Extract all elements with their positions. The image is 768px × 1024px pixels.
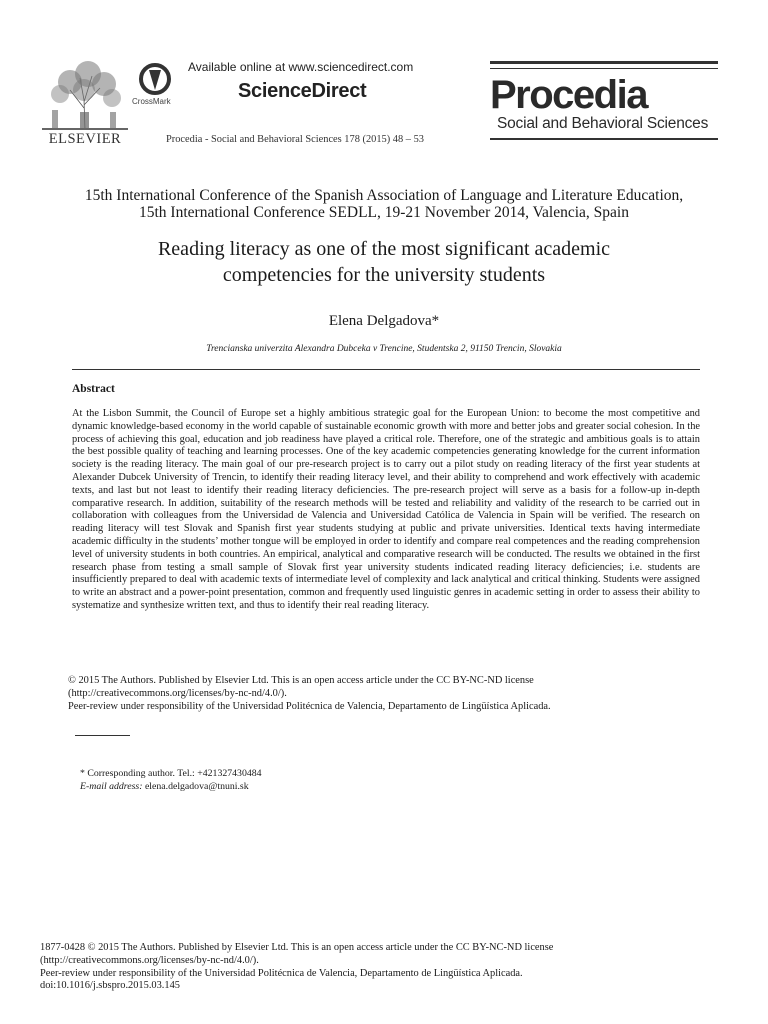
email-line <box>80 780 262 793</box>
crossmark-label: CrossMark <box>132 97 171 106</box>
bottom-imprint <box>40 942 740 993</box>
issn-license-line: 1877-0428 © 2015 The Authors. Published by Elsevier Ltd. This is an open access article under the CC BY-NC-ND license <box>40 942 554 953</box>
journal-citation: Procedia - Social and Behavioral Sciences 178 (2015) 48 – 53 <box>166 134 424 145</box>
license-block <box>68 675 708 713</box>
bottom-license-link[interactable]: (http://creativecommons.org/licenses/by-nc-nd/4.0/). <box>40 954 259 966</box>
conference-info <box>0 187 768 221</box>
bottom-peer-review: Peer-review under responsibility of the Universidad Politécnica de Valencia, Departamento de Lingüística Aplicada. <box>40 967 523 979</box>
doi[interactable]: doi:10.1016/j.sbspro.2015.03.145 <box>40 980 180 992</box>
footnote <box>80 767 262 793</box>
section-divider <box>72 369 700 370</box>
peer-review-line: Peer-review under responsibility of the Universidad Politécnica de Valencia, Departamento de Lingüística Aplicada. <box>68 700 551 712</box>
sciencedirect-logo: ScienceDirect <box>238 80 367 102</box>
license-link[interactable]: (http://creativecommons.org/licenses/by-nc-nd/4.0/). <box>68 687 287 699</box>
procedia-rule-bottom <box>490 138 718 140</box>
conference-line-2: 15th International Conference SEDLL, 19-21 November 2014, Valencia, Spain <box>139 204 629 221</box>
conference-line-1: 15th International Conference of the Spanish Association of Language and Literature Education, <box>84 187 684 204</box>
abstract-heading: Abstract <box>72 383 115 395</box>
title-line-1: Reading literacy as one of the most significant academic <box>157 238 611 260</box>
procedia-subtitle: Social and Behavioral Sciences <box>497 115 709 132</box>
elsevier-wordmark: ELSEVIER <box>48 131 122 147</box>
email-address[interactable]: elena.delgadova@tnuni.sk <box>144 781 249 792</box>
email-label: E-mail address: <box>80 781 143 792</box>
procedia-logo: Procedia <box>490 73 647 117</box>
author-name: Elena Delgadova* <box>328 313 440 329</box>
corresponding-author: * Corresponding author. Tel.: +421327430484 <box>80 768 262 779</box>
footnote-rule <box>75 735 130 736</box>
procedia-rule-top <box>490 61 718 64</box>
available-online-text: Available online at www.sciencedirect.com <box>188 60 414 74</box>
affiliation: Trencianska univerzita Alexandra Dubceka v Trencine, Studentska 2, 91150 Trencin, Slovakia <box>206 344 562 354</box>
abstract-body: At the Lisbon Summit, the Council of Europe set a highly ambitious strategic goal for the European Union: to become the most competitive and dynamic knowledge-based economy in the world capable of sustainable economic growth with more and better jobs and greater social cohesion. In the process of achieving this goal, education and job readiness have played a critical role. Therefore, one of the strategic and ambitious goals is to attain the best possible quality of teaching and learning processes. One of the key academic competencies generating knowledge for the current information society is the reading literacy. The main goal of our pre-research project is to carry out a pilot study on reading literacy of the first year students at Alexander Dubcek University of Trencin, to identify their reading literacy level, and their ability to comprehend and work effectively with academic texts, and last but not least to identify their reading literacy deficiencies. The pre-research project will serve as a basis for a follow-up in-depth comparative research. In addition, suitability of the research methods will be tested and reliability and validity of the research to be carried out in collaboration with colleagues from the Universidad de Valencia and Universidad Católica de Valencia in Spain will be verified. The research on reading literacy will test Slovak and Spanish first year students studying at public and private universities. Identical texts having intermediate academic difficulty in the students’ mother tongue will be employed in order to identify and compare real competences and the reading comprehension level of university students in both countries. An empirical, analytical and comparative research will be conducted. The results we obtained in the first research phase from testing a small sample of Slovak first year university students indicated reading literacy deficiencies; i.e. students are insufficiently prepared to deal with academic texts of intermediate level of complexity and lack analytical and critical thinking. Students were assigned to write an abstract and a power-point presentation, common and frequently used linguistic genres in academic setting in order to assess their ability to systematize and synthesize written text, and thus to identify their real reading literacy. <box>72 408 700 611</box>
procedia-rule-thin <box>490 68 718 69</box>
title-line-2: competencies for the university students <box>222 264 546 286</box>
paper-title <box>0 236 768 288</box>
license-line-1: © 2015 The Authors. Published by Elsevier Ltd. This is an open access article under the CC BY-NC-ND license <box>68 675 534 686</box>
